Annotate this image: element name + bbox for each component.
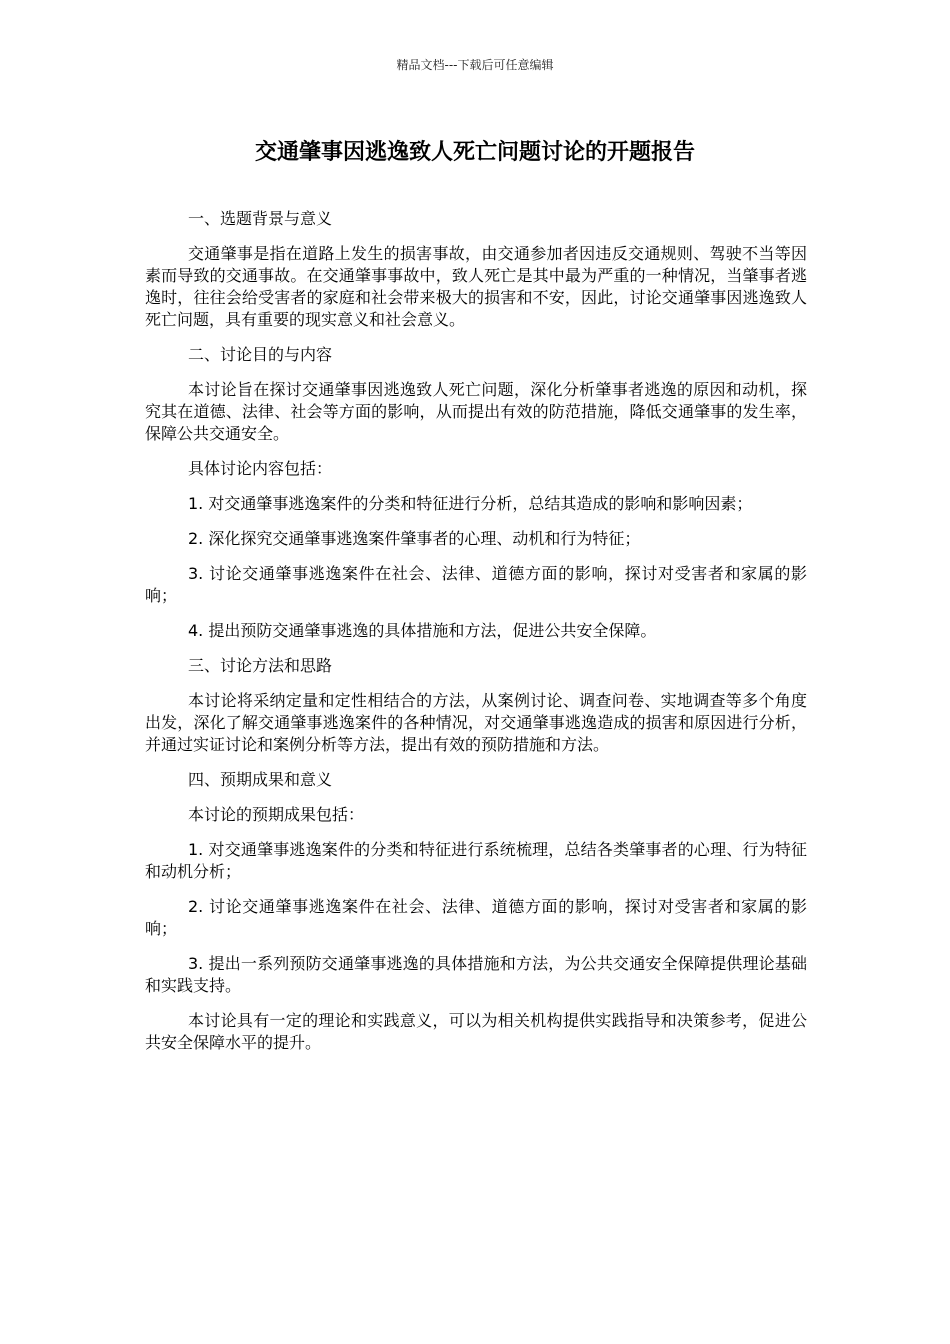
body-paragraph: 2. 讨论交通肇事逃逸案件在社会、法律、道德方面的影响，探讨对受害者和家属的影响；: [145, 897, 807, 938]
body-paragraph: 三、讨论方法和思路: [188, 656, 333, 675]
body-paragraph: 3. 提出一系列预防交通肇事逃逸的具体措施和方法，为公共交通安全保障提供理论基础和实践支持。: [145, 954, 807, 995]
body-paragraph: 一、选题背景与意义: [188, 209, 333, 228]
body-paragraph: 具体讨论内容包括：: [188, 459, 333, 478]
body-paragraph: 3. 讨论交通肇事逃逸案件在社会、法律、道德方面的影响，探讨对受害者和家属的影响；: [145, 564, 807, 605]
body-paragraph: 四、预期成果和意义: [188, 770, 333, 789]
header-note: 精品文档---下载后可任意编辑: [396, 58, 554, 72]
body-paragraph: 本讨论将采纳定量和定性相结合的方法，从案例讨论、调查问卷、实地调查等多个角度出发，深化了解交通肇事逃逸案件的各种情况，对交通肇事逃逸造成的损害和原因进行分析，并通过实证讨论和案例分析等方法，提出有效的预防措施和方法。: [145, 691, 807, 754]
body-paragraph: 本讨论旨在探讨交通肇事因逃逸致人死亡问题，深化分析肇事者逃逸的原因和动机，探究其在道德、法律、社会等方面的影响，从而提出有效的防范措施，降低交通肇事的发生率，保障公共交通安全。: [145, 380, 807, 443]
body-paragraph: 1. 对交通肇事逃逸案件的分类和特征进行系统梳理，总结各类肇事者的心理、行为特征和动机分析；: [145, 840, 807, 881]
document-title: 交通肇事因逃逸致人死亡问题讨论的开题报告: [254, 140, 695, 165]
body-paragraph: 1. 对交通肇事逃逸案件的分类和特征进行分析，总结其造成的影响和影响因素；: [188, 494, 753, 513]
document-body: [145, 208, 807, 1067]
body-paragraph: 2. 深化探究交通肇事逃逸案件肇事者的心理、动机和行为特征；: [188, 529, 641, 548]
body-paragraph: 交通肇事是指在道路上发生的损害事故，由交通参加者因违反交通规则、驾驶不当等因素而导致的交通事故。在交通肇事事故中，致人死亡是其中最为严重的一种情况，当肇事者逃逸时，往往会给受害者的家庭和社会带来极大的损害和不安，因此，讨论交通肇事因逃逸致人死亡问题，具有重要的现实意义和社会意义。: [145, 244, 807, 329]
body-paragraph: 本讨论的预期成果包括：: [188, 805, 365, 824]
body-paragraph: 二、讨论目的与内容: [188, 345, 333, 364]
body-paragraph: 4. 提出预防交通肇事逃逸的具体措施和方法，促进公共安全保障。: [188, 621, 657, 640]
body-paragraph: 本讨论具有一定的理论和实践意义，可以为相关机构提供实践指导和决策参考，促进公共安全保障水平的提升。: [145, 1011, 807, 1052]
